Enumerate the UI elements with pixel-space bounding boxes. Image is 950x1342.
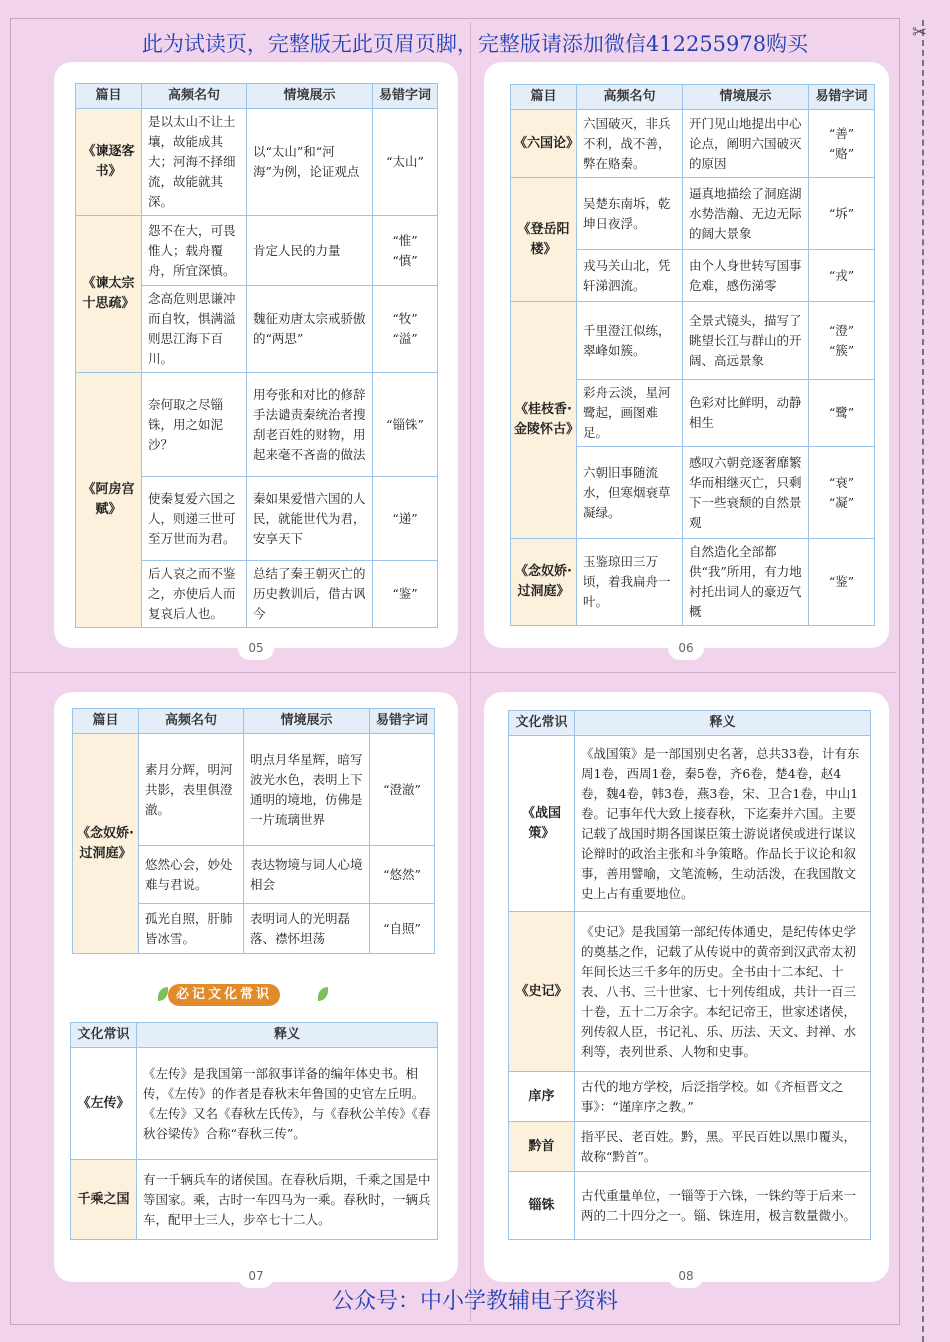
culture-term: 庠序 — [509, 1072, 575, 1122]
scissors-icon: ✂ — [912, 22, 928, 43]
culture-desc: 指平民、老百姓。黔，黑。平民百姓以黑巾覆头，故称“黔首”。 — [575, 1122, 871, 1172]
work-title: 《念奴娇·过洞庭》 — [511, 539, 577, 626]
scene-cell: 明点月华星辉，暗写波光水色，表明上下通明的境地，仿佛是一片琉璃世界 — [244, 734, 370, 846]
culture-table-page-07 — [70, 1022, 438, 1240]
col-header-quote: 高频名句 — [577, 85, 683, 110]
work-title: 《谏太宗十思疏》 — [76, 216, 142, 373]
scene-cell: 逼真地描绘了洞庭湖水势浩瀚、无边无际的阔大景象 — [683, 178, 809, 250]
trial-banner-bottom: 公众号：中小学教辅电子资料 — [331, 1289, 618, 1314]
quote-cell: 玉鉴琼田三万顷，着我扁舟一叶。 — [577, 539, 683, 626]
quote-cell: 后人哀之而不鉴之，亦使后人而复哀后人也。 — [142, 561, 247, 628]
culture-term: 《战国策》 — [509, 736, 575, 912]
culture-desc: 古代重量单位，一锱等于六铢，一铢约等于后来一两的二十四分之一。锱、铢连用，极言数量微小。 — [575, 1172, 871, 1240]
table-header — [509, 711, 871, 736]
table-row — [76, 109, 438, 216]
table-header — [511, 85, 875, 110]
scene-cell: 全景式镜头，描写了眺望长江与群山的开阔、高远景象 — [683, 302, 809, 380]
trial-banner-top: 此为试读页，完整版无此页眉页脚，完整版请添加微信412255978购买 — [141, 32, 809, 56]
words-cell: “牧” “溢” — [373, 286, 438, 373]
table-row — [511, 110, 875, 178]
page-number: 05 — [238, 636, 274, 660]
col-header-quote: 高频名句 — [139, 709, 244, 734]
col-header-scene: 情境展示 — [683, 85, 809, 110]
scene-cell: 色彩对比鲜明，动静相生 — [683, 380, 809, 447]
words-cell: “善” “赂” — [809, 110, 875, 178]
scene-cell: 开门见山地提出中心论点，阐明六国破灭的原因 — [683, 110, 809, 178]
quote-cell: 使秦复爱六国之人，则递三世可至万世而为君。 — [142, 477, 247, 561]
work-title: 《谏逐客书》 — [76, 109, 142, 216]
words-cell: “自照” — [370, 904, 435, 954]
table-row — [76, 216, 438, 286]
table-row — [509, 1172, 871, 1240]
col-header-scene: 情境展示 — [244, 709, 370, 734]
table-row — [511, 302, 875, 380]
table-page-06 — [510, 84, 875, 626]
page-number: 07 — [238, 1264, 274, 1288]
col-header-title: 篇目 — [76, 84, 142, 109]
quote-cell: 戎马关山北，凭轩涕泗流。 — [577, 250, 683, 302]
quote-cell: 素月分辉，明河共影，表里俱澄澈。 — [139, 734, 244, 846]
table-row — [509, 1122, 871, 1172]
quote-cell: 六朝旧事随流水，但寒烟衰草凝绿。 — [577, 447, 683, 539]
section-title-text: 必记文化常识 — [168, 984, 280, 1006]
culture-term: 千乘之国 — [71, 1160, 137, 1240]
work-title: 《六国论》 — [511, 110, 577, 178]
scene-cell: 感叹六朝竞逐奢靡繁华而相继灭亡，只剩下一些衰颓的自然景观 — [683, 447, 809, 539]
col-header-title: 篇目 — [511, 85, 577, 110]
scene-cell: 表明词人的光明磊落、襟怀坦荡 — [244, 904, 370, 954]
table-header — [71, 1023, 438, 1048]
table-row — [71, 1048, 438, 1160]
scene-cell: 表达物境与词人心境相会 — [244, 846, 370, 904]
quote-cell: 是以太山不让土壤，故能成其大；河海不择细流，故能就其深。 — [142, 109, 247, 216]
quote-cell: 念高危则思谦冲而自牧，惧满溢则思江海下百川。 — [142, 286, 247, 373]
quote-cell: 孤光自照，肝肺皆冰雪。 — [139, 904, 244, 954]
words-cell: “鹭” — [809, 380, 875, 447]
quote-cell: 彩舟云淡，星河鹭起，画图难足。 — [577, 380, 683, 447]
culture-term: 锱铢 — [509, 1172, 575, 1240]
scene-cell: 自然造化全部都供“我”所用，有力地衬托出词人的豪迈气概 — [683, 539, 809, 626]
culture-table-page-08 — [508, 710, 871, 1240]
culture-term: 《左传》 — [71, 1048, 137, 1160]
col-header-quote: 高频名句 — [142, 84, 247, 109]
quote-cell: 吴楚东南坼，乾坤日夜浮。 — [577, 178, 683, 250]
fold-line-horizontal — [12, 672, 896, 673]
table-row — [76, 373, 438, 477]
work-title: 《桂枝香·金陵怀古》 — [511, 302, 577, 539]
table-page-05 — [75, 83, 438, 628]
scene-cell: 秦如果爱惜六国的人民，就能世代为君，安享天下 — [247, 477, 373, 561]
words-cell: “递” — [373, 477, 438, 561]
col-header-words: 易错字词 — [373, 84, 438, 109]
table-page-07 — [72, 708, 435, 954]
culture-desc: 《战国策》是一部国别史名著，总共33卷，计有东周1卷，西周1卷，秦5卷，齐6卷，楚4卷，赵4卷，魏4卷，韩3卷，燕3卷，宋、卫合1卷，中山1卷。记事年代大致上接春秋，下迄秦并六国。主要记载了战国时期各国谋臣策士游说诸侯或进行谋议论辩时的政治主张和斗争策略。作品长于议论和叙事，善用譬喻，文笔流畅，生动活泼，在我国散文史上占有重要地位。 — [575, 736, 871, 912]
col-header-words: 易错字词 — [370, 709, 435, 734]
col-header-desc: 释义 — [575, 711, 871, 736]
quote-cell: 千里澄江似练，翠峰如簇。 — [577, 302, 683, 380]
quote-cell: 六国破灭，非兵不利，战不善，弊在赂秦。 — [577, 110, 683, 178]
words-cell: “惟” “慎” — [373, 216, 438, 286]
quote-cell: 奈何取之尽锱铢，用之如泥沙？ — [142, 373, 247, 477]
table-header — [76, 84, 438, 109]
words-cell: “戎” — [809, 250, 875, 302]
quote-cell: 悠然心会，妙处难与君说。 — [139, 846, 244, 904]
scene-cell: 总结了秦王朝灭亡的历史教训后，借古讽今 — [247, 561, 373, 628]
page-number: 08 — [668, 1264, 704, 1288]
table-row — [509, 1072, 871, 1122]
words-cell: “衰” “凝” — [809, 447, 875, 539]
table-row — [511, 178, 875, 250]
words-cell: “太山” — [373, 109, 438, 216]
table-header — [73, 709, 435, 734]
col-header-term: 文化常识 — [509, 711, 575, 736]
words-cell: “坼” — [809, 178, 875, 250]
col-header-words: 易错字词 — [809, 85, 875, 110]
culture-desc: 《左传》是我国第一部叙事详备的编年体史书。相传，《左传》的作者是春秋末年鲁国的史官左丘明。《左传》又名《春秋左氏传》，与《春秋公羊传》《春秋谷梁传》合称“春秋三传”。 — [137, 1048, 438, 1160]
col-header-term: 文化常识 — [71, 1023, 137, 1048]
cut-line — [922, 20, 924, 1342]
table-row — [509, 736, 871, 912]
words-cell: “鉴” — [809, 539, 875, 626]
table-row — [509, 912, 871, 1072]
col-header-desc: 释义 — [137, 1023, 438, 1048]
work-title: 《念奴娇·过洞庭》 — [73, 734, 139, 954]
words-cell: “锱铢” — [373, 373, 438, 477]
culture-term: 黔首 — [509, 1122, 575, 1172]
words-cell: “澄澈” — [370, 734, 435, 846]
culture-desc: 《史记》是我国第一部纪传体通史，是纪传体史学的奠基之作，记载了从传说中的黄帝到汉武帝太初年间长达三千多年的历史。全书由十二本纪、十表、八书、三十世家、七十列传组成，共计一百三十卷，五十二万余字。本纪记帝王，世家述诸侯，列传叙人臣，书记礼、乐、历法、天文、封禅、水利等，表列世系、人物和史事。 — [575, 912, 871, 1072]
words-cell: “悠然” — [370, 846, 435, 904]
page-number: 06 — [668, 636, 704, 660]
scene-cell: 魏征劝唐太宗戒骄傲的“两思” — [247, 286, 373, 373]
work-title: 《登岳阳楼》 — [511, 178, 577, 302]
table-row — [73, 734, 435, 846]
section-title-culture — [168, 983, 316, 1007]
words-cell: “澄” “簇” — [809, 302, 875, 380]
scene-cell: 由个人身世转写国事危难，感伤涕零 — [683, 250, 809, 302]
col-header-scene: 情境展示 — [247, 84, 373, 109]
table-row — [71, 1160, 438, 1240]
words-cell: “鉴” — [373, 561, 438, 628]
scene-cell: 以“太山”和“河海”为例，论证观点 — [247, 109, 373, 216]
work-title: 《阿房宫赋》 — [76, 373, 142, 628]
scene-cell: 用夸张和对比的修辞手法谴责秦统治者搜刮老百姓的财物，用起来毫不吝啬的做法 — [247, 373, 373, 477]
culture-term: 《史记》 — [509, 912, 575, 1072]
culture-desc: 有一千辆兵车的诸侯国。在春秋后期，千乘之国是中等国家。乘，古时一车四马为一乘。春秋时，一辆兵车，配甲士三人，步卒七十二人。 — [137, 1160, 438, 1240]
quote-cell: 怨不在大，可畏惟人；载舟覆舟，所宜深慎。 — [142, 216, 247, 286]
table-row — [511, 539, 875, 626]
scene-cell: 肯定人民的力量 — [247, 216, 373, 286]
culture-desc: 古代的地方学校，后泛指学校。如《齐桓晋文之事》：“谨庠序之教。” — [575, 1072, 871, 1122]
col-header-title: 篇目 — [73, 709, 139, 734]
